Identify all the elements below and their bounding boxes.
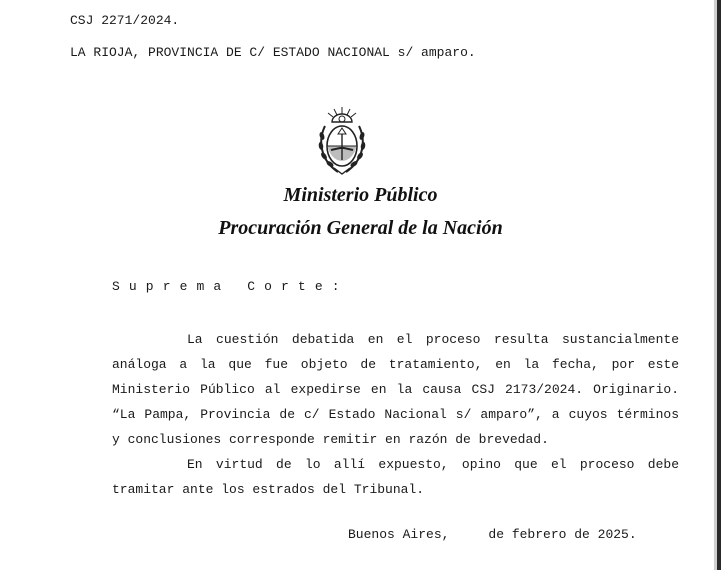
opinion-body (112, 327, 679, 502)
paragraph-2: En virtud de lo allí expuesto, opino que el proceso debe tramitar ante los estrados del Tribunal. (112, 457, 679, 497)
place-date: Buenos Aires, de febrero de 2025. (348, 527, 637, 542)
case-number: CSJ 2271/2024. (70, 13, 180, 28)
paragraph-1: La cuestión debatida en el proceso resulta sustancialmente análoga a la que fue objeto de tratamiento, en la fecha, por este Ministerio Público al expedirse en la causa CSJ 2173/2024. Originario. “La Pampa, Provincia de c/ Estado Nacional s/ amparo”, a cuyos términos y conclusiones corresponde remitir en razón de brevedad. (112, 332, 679, 447)
institution-subtitle: Procuración General de la Nación (218, 217, 503, 239)
case-title: LA RIOJA, PROVINCIA DE C/ ESTADO NACIONAL s/ amparo. (70, 45, 476, 60)
argentina-coat-of-arms-icon (316, 104, 368, 176)
institution-name: Ministerio Público (283, 184, 438, 206)
salutation: Suprema Corte: (112, 279, 349, 294)
page-edge (717, 0, 721, 570)
